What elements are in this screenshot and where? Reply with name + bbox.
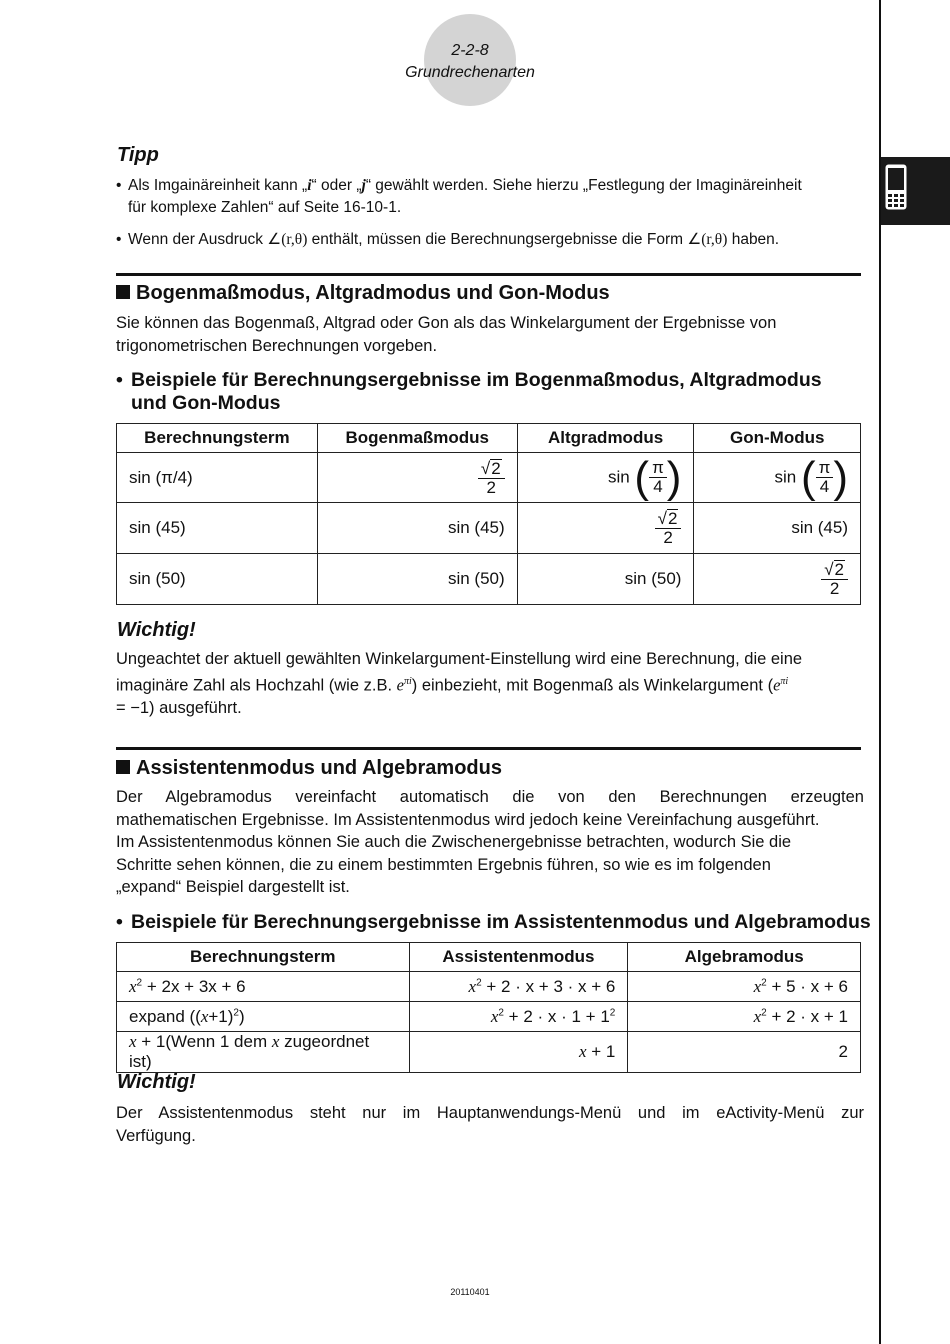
table-cell: sin (50) [117, 554, 318, 605]
table-header: Bogenmaßmodus [317, 424, 517, 453]
table-header: Berechnungsterm [117, 943, 410, 972]
table-row [117, 453, 861, 503]
table-cell: sin (50) [317, 554, 517, 605]
square-bullet-icon [116, 760, 130, 774]
tipp-bullet-1: • Als Imgainäreinheit kann „i“ oder „j“ gewählt werden. Siehe hierzu „Festlegung der Imaginäreinheit für komplexe Zahlen“ auf Seite 16-10-1. [116, 177, 802, 216]
table-cell: x + 1(Wenn 1 dem x zugeordnet ist) [117, 1032, 410, 1073]
page-number: 2-2-8 [451, 42, 489, 59]
square-bullet-icon [116, 285, 130, 299]
page-title: Grundrechenarten [405, 64, 535, 81]
wichtig-heading-2: Wichtig! [117, 1071, 196, 1093]
table-cell: sin (45) [694, 503, 861, 554]
table-row [117, 972, 861, 1002]
table-cell: x + 1 [409, 1032, 628, 1073]
table-cell: $x^2 + 2 \cdot x \cdot 1 + 1^2$ [409, 1002, 628, 1032]
table-cell: $x^2 + 2 \cdot x + 3 \cdot x + 6$ [409, 972, 628, 1002]
wichtig-heading-1: Wichtig! [117, 619, 196, 641]
wichtig-text-2: Der Assistentenmodus steht nur im Hauptanwendungs-Menü und im eActivity-Menü zur Verfügung. [116, 1104, 864, 1145]
table-header: Berechnungsterm [117, 424, 318, 453]
section-divider-1 [116, 273, 861, 276]
table-cell: √ 2 2 [517, 503, 694, 554]
table-header: Algebramodus [628, 943, 861, 972]
section-divider-2 [116, 747, 861, 750]
table-cell: sin (45) [317, 503, 517, 554]
table-cell: √ 2 2 [317, 453, 517, 503]
section-2-example-heading: • Beispiele für Berechnungsergebnisse im Assistentenmodus und Algebramodus [116, 911, 871, 933]
angle-mode-table [116, 423, 861, 605]
table-row [117, 1002, 861, 1032]
table-header: Assistentenmodus [409, 943, 628, 972]
calculator-icon [885, 164, 907, 210]
table-cell: √ 2 2 [694, 554, 861, 605]
table-cell: sin ( $\frac{\pi}{4}$ ) [694, 453, 861, 503]
table-header: Altgradmodus [517, 424, 694, 453]
table-cell: $x^2 + 5 \cdot x + 6$ [628, 972, 861, 1002]
tipp-bullet-2: • Wenn der Ausdruck ∠(r,θ) enthält, müssen die Berechnungsergebnisse die Form ∠(r,θ) haben. [116, 231, 780, 248]
section-1-example-heading: • Beispiele für Berechnungsergebnisse im Bogenmaßmodus, Altgradmodus und Gon-Modus [116, 369, 822, 414]
algebra-mode-table [116, 942, 861, 1073]
table-cell: $x^2 + 2x + 3x + 6$ [117, 972, 410, 1002]
table-header: Gon-Modus [694, 424, 861, 453]
table-row [117, 554, 861, 605]
table-row [117, 503, 861, 554]
table-cell: 2 [628, 1032, 861, 1073]
table-cell: sin (π/4) [117, 453, 318, 503]
section-1-intro: Sie können das Bogenmaß, Altgrad oder Gon als das Winkelargument der Ergebnisse von trigonometrischen Berechnungen vorgeben. [116, 314, 777, 355]
table-cell: sin ( $\frac{\pi}{4}$ ) [517, 453, 694, 503]
table-row [117, 1032, 861, 1073]
section-2-title: Assistentenmodus und Algebramodus [116, 757, 502, 780]
footer-code: 20110401 [450, 1287, 490, 1297]
table-cell: expand $((x+1)^2)$ [117, 1002, 410, 1032]
section-1-title: Bogenmaßmodus, Altgradmodus und Gon-Modus [116, 282, 610, 305]
header-circle [424, 14, 516, 106]
table-cell: sin (45) [117, 503, 318, 554]
table-cell: $x^2 + 2 \cdot x + 1$ [628, 1002, 861, 1032]
section-2-intro: Der Algebramodus vereinfacht automatisch die von den Berechnungen erzeugten mathematischen Ergebnisse. Im Assistentenmodus wird jedoch keine Vereinfachung ausgeführt. Im Assistentenmodus können Sie auch die Zwischenergebnisse betrachten, wodurch Sie die Schritte sehen können, die zu einem bestimmten Ergebnis führen, so wie es im folgenden „expand“ Beispiel dargestellt ist. [116, 788, 864, 896]
table-cell: sin (50) [517, 554, 694, 605]
wichtig-text-1: Ungeachtet der aktuell gewählten Winkelargument-Einstellung wird eine Berechnung, die eine imaginäre Zahl als Hochzahl (wie z.B. $e^{\pi i}$) einbezieht, mit Bogenmaß als Winkelargument ($e^{\pi i}$ = −1) ausgeführt. [116, 650, 803, 717]
tipp-heading: Tipp [117, 144, 159, 166]
